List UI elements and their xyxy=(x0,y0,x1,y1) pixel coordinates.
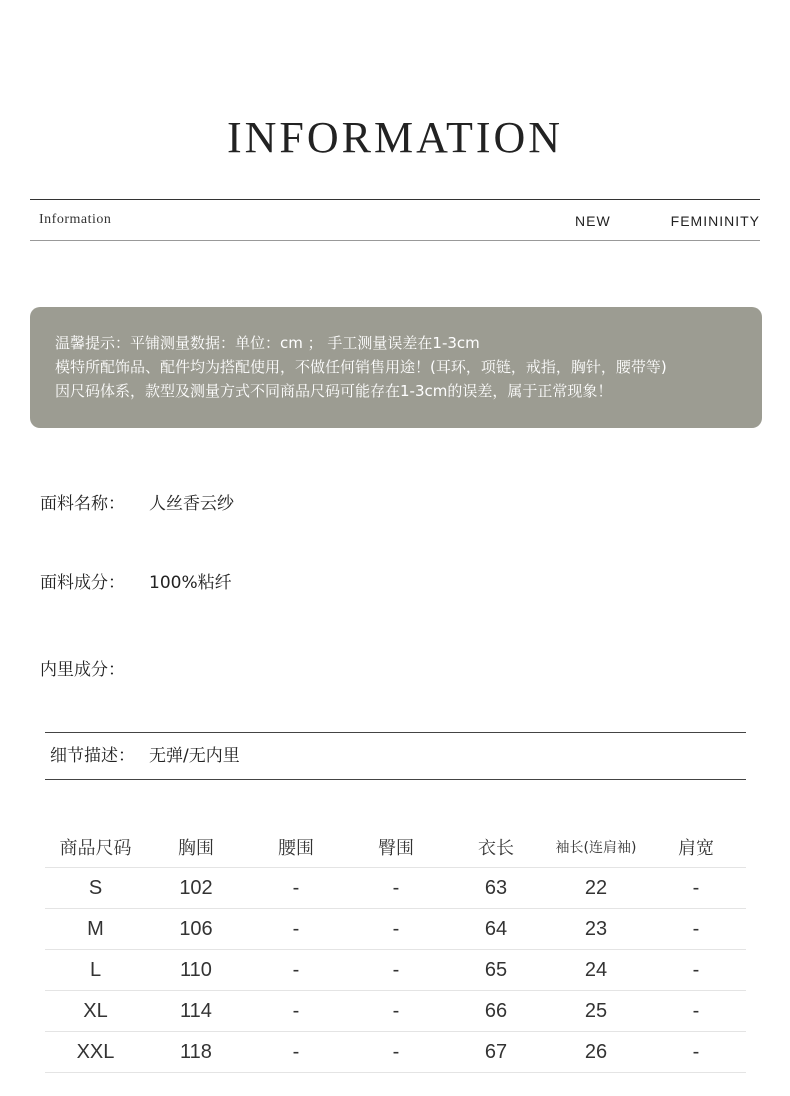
sleeve-cell: 24 xyxy=(584,958,608,981)
sleeve-cell: 23 xyxy=(584,917,608,940)
shoulder-cell: - xyxy=(692,958,700,981)
shoulder-cell: - xyxy=(692,917,700,940)
size-cell: L xyxy=(89,958,102,981)
detail-description xyxy=(45,732,746,780)
size-cell: S xyxy=(88,876,103,899)
sleeve-cell: 25 xyxy=(584,999,608,1022)
shoulder-cell: - xyxy=(692,876,700,899)
fabric-composition-field xyxy=(40,568,232,593)
info-bar-left-label: Information xyxy=(39,212,112,227)
header-size: 商品尺码 xyxy=(59,838,132,859)
fabric-name-value: 人丝香云纱 xyxy=(149,494,234,514)
info-bar-new-label: NEW xyxy=(575,213,611,229)
chest-cell: 114 xyxy=(180,999,212,1022)
waist-cell: - xyxy=(292,876,300,899)
waist-cell: - xyxy=(292,999,300,1022)
header-waist: 腰围 xyxy=(278,838,314,859)
hip-cell: - xyxy=(392,917,400,940)
page-title: INFORMATION xyxy=(226,113,564,162)
hip-cell: - xyxy=(392,999,400,1022)
header-length: 衣长 xyxy=(478,838,514,859)
shoulder-cell: - xyxy=(692,1040,700,1063)
header-shoulder: 肩宽 xyxy=(678,838,714,859)
info-bar xyxy=(30,199,760,241)
fabric-composition-value: 100%粘纤 xyxy=(149,573,232,593)
hip-cell: - xyxy=(392,1040,400,1063)
notice-box xyxy=(30,307,762,428)
hip-cell: - xyxy=(392,958,400,981)
header-sleeve: 袖长(连肩袖) xyxy=(555,840,637,856)
notice-line-3: 因尺码体系，款型及测量方式不同商品尺码可能存在1-3cm的误差，属于正常现象！ xyxy=(55,382,613,400)
detail-description-value: 无弹/无内里 xyxy=(149,746,240,766)
sleeve-cell: 26 xyxy=(584,1040,608,1063)
waist-cell: - xyxy=(292,1040,300,1063)
table-row xyxy=(45,1032,746,1073)
length-cell: 64 xyxy=(484,917,508,940)
table-row xyxy=(45,909,746,950)
fabric-name-label: 面料名称： xyxy=(40,494,125,514)
notice-line-1: 温馨提示：平铺测量数据：单位：cm ； 手工测量误差在1-3cm xyxy=(55,334,480,352)
waist-cell: - xyxy=(292,958,300,981)
info-bar-femininity-label: FEMININITY xyxy=(670,213,760,229)
chest-cell: 106 xyxy=(179,917,213,940)
size-cell: XXL xyxy=(76,1040,115,1063)
size-cell: XL xyxy=(83,999,108,1022)
sleeve-cell: 22 xyxy=(584,876,608,899)
length-cell: 67 xyxy=(484,1040,508,1063)
hip-cell: - xyxy=(392,876,400,899)
shoulder-cell: - xyxy=(692,999,700,1022)
size-table xyxy=(45,827,746,1073)
table-row xyxy=(45,950,746,991)
length-cell: 66 xyxy=(484,999,508,1022)
waist-cell: - xyxy=(292,917,300,940)
length-cell: 65 xyxy=(484,958,508,981)
table-row xyxy=(45,868,746,909)
lining-composition-field xyxy=(40,655,149,680)
lining-composition-label: 内里成分： xyxy=(40,660,125,680)
chest-cell: 110 xyxy=(180,958,212,981)
detail-description-label: 细节描述： xyxy=(50,746,135,766)
chest-cell: 118 xyxy=(180,1040,212,1063)
length-cell: 63 xyxy=(484,876,508,899)
table-row xyxy=(45,991,746,1032)
size-table-header xyxy=(45,827,746,868)
size-cell: M xyxy=(87,917,104,940)
fabric-composition-label: 面料成分： xyxy=(40,573,125,593)
fabric-name-field xyxy=(40,489,234,514)
notice-line-2: 模特所配饰品、配件均为搭配使用，不做任何销售用途！(耳环，项链，戒指，胸针，腰带等) xyxy=(55,358,667,376)
chest-cell: 102 xyxy=(179,876,213,899)
header-chest: 胸围 xyxy=(178,838,214,859)
header-hip: 臀围 xyxy=(378,838,414,859)
